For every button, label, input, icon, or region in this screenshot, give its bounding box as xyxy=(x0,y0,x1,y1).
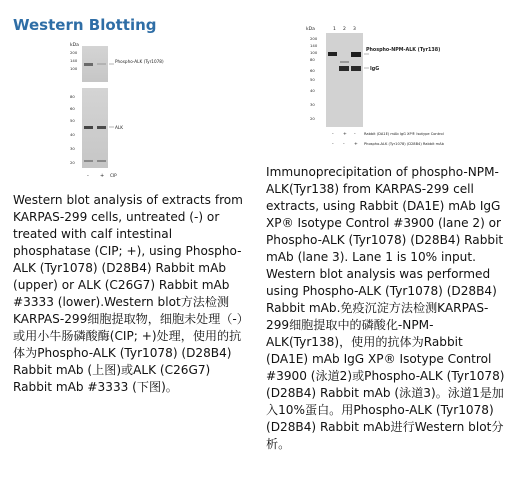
blot-right-legend-sign: - xyxy=(332,132,334,137)
blot-left-cip-label: CIP xyxy=(110,173,117,178)
blot-right-kda-header: kDa xyxy=(306,27,315,32)
blot-left-marker: 80 xyxy=(70,94,75,99)
blot-right-band xyxy=(339,66,349,71)
caption-right: Immunoprecipitation of phospho-NPM-ALK(Tyr138) from KARPAS-299 cell extracts, using Rabbit (DA1E) mAb IgG XP® Isotype Control #3900 (lane 2) or Phospho-ALK (Tyr1078) (D28B4) Rabbit mAb (lane 3). Lane 1 is 10% input. Western blot analysis was performed using Phospho-ALK (Tyr1078) (D28B4) Rabbit mAb.免疫沉淀方法检测KARPAS-299细胞提取中的磷酸化-NPM-ALK(Tyr138)，使用的抗体为Rabbit (DA1E) mAb IgG XP® Isotype Control #3900 (泳道2)或Phospho-ALK (Tyr1078) (D28B4) Rabbit mAb (泳道3)。泳道1是加入10%蛋白。用Phospho-ALK (Tyr1078) (D28B4) Rabbit mAb进行Western blot分析。 xyxy=(266,165,505,451)
blot-right-band xyxy=(351,66,361,71)
blot-right-lane-number: 3 xyxy=(353,27,356,32)
blot-right-marker: 40 xyxy=(310,88,315,93)
blot-left-band xyxy=(97,63,106,65)
blot-right-marker: 140 xyxy=(310,43,318,48)
blot-left-marker: 200 xyxy=(70,50,78,55)
blot-right-band xyxy=(351,52,361,57)
blot-left-band xyxy=(84,126,93,129)
blot-left-marker: 140 xyxy=(70,58,78,63)
blot-left-band xyxy=(97,160,106,162)
blot-right-legend-sign: - xyxy=(354,132,356,137)
blot-right-marker: 80 xyxy=(310,57,315,62)
blot-right-legend-sign: + xyxy=(343,132,347,137)
blot-figure-right xyxy=(306,20,456,160)
blot-right-legend-sign: - xyxy=(332,142,334,147)
blot-left-band xyxy=(84,63,93,66)
caption-left: Western blot analysis of extracts from KARPAS-299 cells, untreated (-) or treated with calf intestinal phosphatase (CIP; +), using Phospho-ALK (Tyr1078) (D28B4) Rabbit mAb (upper) or ALK (C26G7) Rabbit mAb #3333 (lower).Western blot方法检测KARPAS-299细胞提取物，细胞未处理（-）或用小牛肠磷酸酶(CIP; +)处理，使用的抗体为Phospho-ALK (Tyr1078) (D28B4) Rabbit mAb (上图)或ALK (C26G7) Rabbit mAb #3333 (下图)。 xyxy=(13,193,249,394)
blot-right-marker: 100 xyxy=(310,50,318,55)
blot-right-legend-text: Phospho-ALK (Tyr1078) (D28B4) Rabbit mAb xyxy=(364,142,444,146)
blot-left-marker: 40 xyxy=(70,132,75,137)
blot-right-lane-number: 2 xyxy=(343,27,346,32)
section-title: Western Blotting xyxy=(13,16,157,34)
blot-right-lane-number: 1 xyxy=(333,27,336,32)
blot-right-marker: 200 xyxy=(310,36,318,41)
blot-left-kda-header: kDa xyxy=(70,43,79,48)
blot-right-marker: 20 xyxy=(310,116,315,121)
blot-left-band xyxy=(84,160,93,162)
blot-left-marker: 30 xyxy=(70,146,75,151)
blot-left-marker: 100 xyxy=(70,66,78,71)
blot-right-panel xyxy=(326,33,363,127)
blot-left-band xyxy=(97,126,106,129)
blot-right-band-label-phospho: Phospho-NPM-ALK (Tyr138) xyxy=(366,48,441,53)
blot-figure-left xyxy=(68,40,198,190)
blot-right-marker: 50 xyxy=(310,77,315,82)
blot-right-band-label-igg: IgG xyxy=(370,67,380,72)
blot-right-legend-text: Rabbit (DA1E) mAb IgG XP® Isotype Control xyxy=(364,132,444,136)
blot-right-legend-sign: + xyxy=(354,142,358,147)
blot-right-legend-sign: - xyxy=(343,142,345,147)
blot-left-band-label-alk: ALK xyxy=(115,125,123,130)
blot-left-marker: 50 xyxy=(70,118,75,123)
blot-left-band-label-phospho: Phospho-ALK (Tyr1078) xyxy=(115,59,164,64)
blot-left-lane-sign: - xyxy=(87,173,89,179)
blot-left-marker: 60 xyxy=(70,106,75,111)
blot-left-lane-sign: + xyxy=(100,173,105,179)
blot-left-marker: 20 xyxy=(70,160,75,165)
blot-right-marker: 60 xyxy=(310,68,315,73)
blot-right-marker: 30 xyxy=(310,102,315,107)
blot-right-band xyxy=(340,61,349,63)
blot-right-band xyxy=(328,52,337,56)
